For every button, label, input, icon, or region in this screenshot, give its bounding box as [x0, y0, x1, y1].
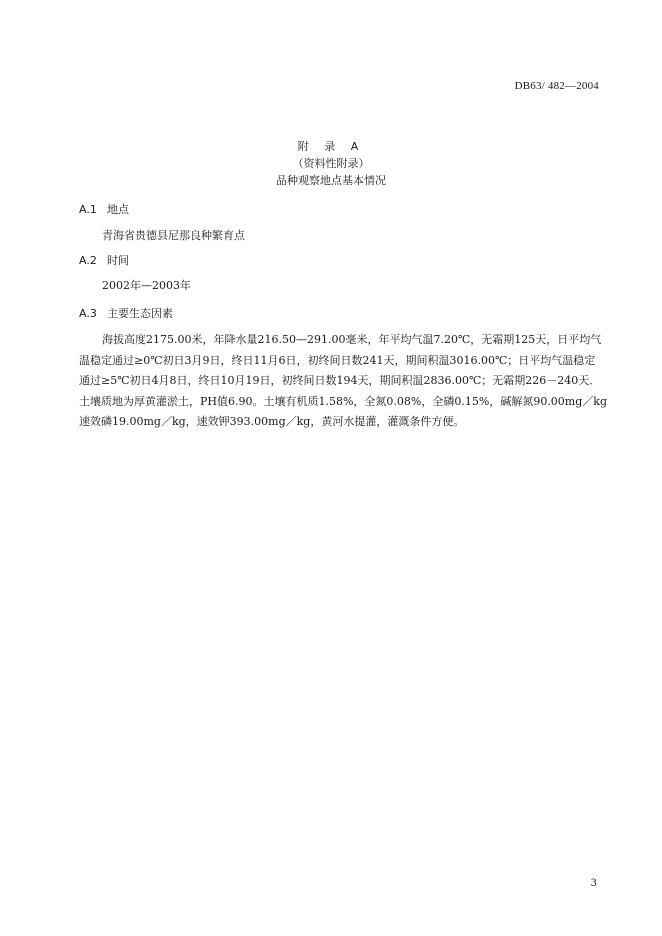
paragraph-line: 通过≥5℃初日4月8日，终日10月19日，初终间日数194天，期间积温2836.00℃；无霜期226－240天． — [79, 374, 601, 387]
paragraph-line: 温稳定通过≥0℃初日3月9日，终日11月6日，初终间日数241天，期间积温3016.00℃；日平均气温稳定 — [79, 353, 596, 367]
section-number: A.2 — [79, 254, 97, 267]
paragraph-line: 速效磷19.00mg／kg，速效钾393.00mg／kg，黄河水提灌，灌溉条件方便。 — [79, 415, 465, 428]
section-heading-ecology — [79, 305, 173, 321]
section-title: 地点 — [107, 203, 129, 216]
section-heading-time — [79, 252, 129, 268]
paragraph-line: 土壤质地为厚黄灌淤土，PH值6.90。土壤有机质1.58%，全氮0.08%，全磷0.15%，碱解氮90.00mg／kg — [79, 394, 607, 408]
document-code: DB63/ 482—2004 — [514, 80, 599, 92]
paragraph-line: 海拔高度2175.00米，年降水量216.50—291.00毫米，年平均气温7.20℃，无霜期125天，日平均气 — [102, 333, 602, 346]
appendix-subtitle: （资料性附录） — [292, 157, 370, 170]
section-number: A.1 — [79, 203, 97, 216]
page-number: 3 — [590, 878, 597, 889]
appendix-caption: 品种观察地点基本情况 — [276, 174, 386, 187]
appendix-title: 附 录 A — [297, 140, 365, 153]
section-content-location: 青海省贵德县尼那良种繁育点 — [102, 229, 245, 242]
ecology-paragraph — [79, 330, 607, 433]
section-title: 时间 — [107, 254, 129, 267]
section-number: A.3 — [79, 307, 97, 320]
section-heading-location — [79, 201, 129, 217]
section-title: 主要生态因素 — [107, 307, 173, 320]
section-content-time: 2002年—2003年 — [102, 279, 191, 292]
